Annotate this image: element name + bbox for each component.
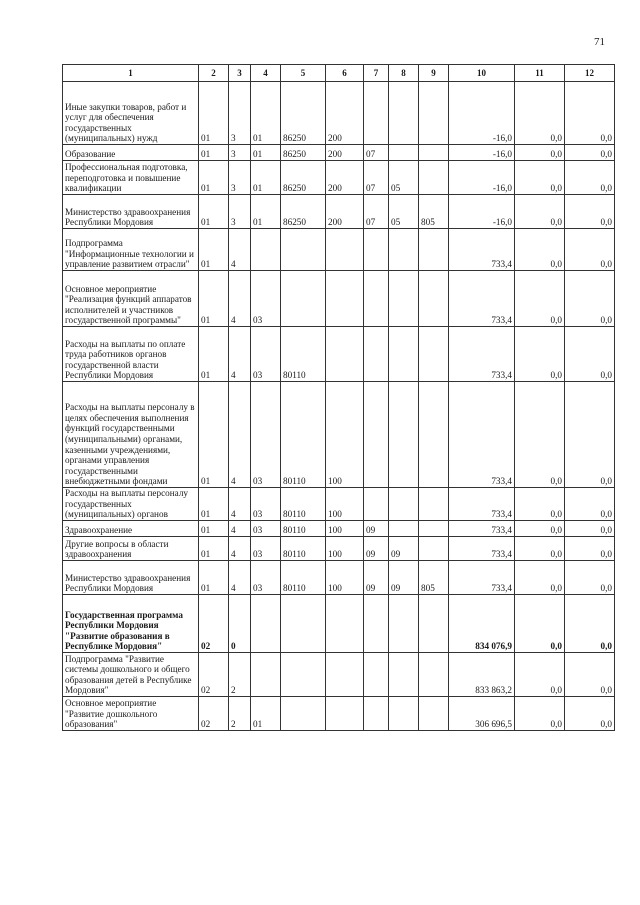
amount-cell: 0,0 [515,327,565,382]
code-cell: 07 [364,195,389,229]
code-cell: 01 [199,537,229,561]
expense-name-cell: Подпрограмма "Информационные технологии и управление развитием отрасли" [63,229,199,271]
code-cell: 01 [199,271,229,327]
amount-cell: 0,0 [565,561,615,595]
table-body [63,82,615,731]
amount-cell: -16,0 [449,145,515,161]
amount-cell: 0,0 [515,561,565,595]
amount-cell: 0,0 [565,327,615,382]
code-cell [419,82,449,145]
code-cell: 3 [229,82,251,145]
code-cell: 05 [389,195,419,229]
expense-name-cell: Расходы на выплаты персоналу государственных (муниципальных) органов [63,488,199,521]
code-cell: 100 [326,537,364,561]
code-cell [364,382,389,488]
code-cell: 09 [389,537,419,561]
amount-cell: -16,0 [449,161,515,195]
amount-cell: 833 863,2 [449,653,515,697]
amount-cell: 733,4 [449,537,515,561]
code-cell [326,229,364,271]
code-cell: 4 [229,229,251,271]
code-cell [419,229,449,271]
amount-cell: 834 076,9 [449,595,515,653]
amount-cell: 733,4 [449,229,515,271]
amount-cell: -16,0 [449,195,515,229]
code-cell: 200 [326,145,364,161]
code-cell [364,82,389,145]
code-cell: 805 [419,561,449,595]
amount-cell: 306 696,5 [449,697,515,731]
code-cell [419,271,449,327]
code-cell: 03 [251,561,281,595]
amount-cell: 0,0 [565,653,615,697]
code-cell: 07 [364,161,389,195]
code-cell: 0 [229,595,251,653]
code-cell: 03 [251,327,281,382]
code-cell [326,327,364,382]
code-cell [251,229,281,271]
expense-name-cell: Министерство здравоохранения Республики Мордовия [63,561,199,595]
amount-cell: 0,0 [515,229,565,271]
header-row [63,65,615,82]
code-cell [419,653,449,697]
amount-cell: 0,0 [515,145,565,161]
column-header: 8 [389,65,419,82]
expense-name-cell: Государственная программа Республики Мордовия "Развитие образования в Республике Мордовия" [63,595,199,653]
table-row [63,327,615,382]
page-number: 71 [594,36,605,48]
code-cell: 01 [199,229,229,271]
code-cell [326,595,364,653]
code-cell [251,595,281,653]
code-cell: 3 [229,145,251,161]
code-cell: 100 [326,382,364,488]
code-cell [364,653,389,697]
amount-cell: 0,0 [565,697,615,731]
code-cell: 4 [229,537,251,561]
expense-name-cell: Основное мероприятие "Развитие дошкольного образования" [63,697,199,731]
code-cell [364,697,389,731]
amount-cell: 0,0 [565,195,615,229]
table-row [63,697,615,731]
code-cell [419,145,449,161]
code-cell: 100 [326,521,364,537]
code-cell: 09 [364,521,389,537]
amount-cell: 0,0 [565,82,615,145]
code-cell: 86250 [281,195,326,229]
amount-cell: 0,0 [515,161,565,195]
amount-cell: 0,0 [515,537,565,561]
table-row [63,382,615,488]
code-cell: 4 [229,561,251,595]
code-cell [364,327,389,382]
table-row [63,653,615,697]
code-cell: 4 [229,521,251,537]
code-cell: 09 [389,561,419,595]
code-cell: 01 [199,488,229,521]
amount-cell: 0,0 [515,653,565,697]
code-cell [326,697,364,731]
amount-cell: 733,4 [449,488,515,521]
code-cell [389,595,419,653]
code-cell [389,327,419,382]
amount-cell: 0,0 [515,697,565,731]
code-cell [326,271,364,327]
budget-table [62,64,615,731]
code-cell: 01 [199,327,229,382]
amount-cell: 0,0 [565,145,615,161]
expense-name-cell: Расходы на выплаты по оплате труда работников органов государственной власти Республики Мордовия [63,327,199,382]
code-cell: 4 [229,382,251,488]
code-cell [281,653,326,697]
expense-name-cell: Министерство здравоохранения Республики Мордовия [63,195,199,229]
amount-cell: 733,4 [449,327,515,382]
code-cell [389,653,419,697]
code-cell: 805 [419,195,449,229]
code-cell: 03 [251,382,281,488]
code-cell [389,521,419,537]
code-cell [364,488,389,521]
code-cell: 80110 [281,327,326,382]
expense-name-cell: Образование [63,145,199,161]
code-cell: 01 [199,82,229,145]
code-cell: 01 [251,161,281,195]
code-cell [419,488,449,521]
table-row [63,229,615,271]
code-cell: 4 [229,271,251,327]
column-header: 5 [281,65,326,82]
code-cell: 03 [251,537,281,561]
code-cell: 01 [251,145,281,161]
column-header: 1 [63,65,199,82]
code-cell: 100 [326,488,364,521]
amount-cell: 733,4 [449,382,515,488]
code-cell: 01 [199,161,229,195]
code-cell: 01 [199,382,229,488]
code-cell [419,697,449,731]
amount-cell: 0,0 [515,382,565,488]
code-cell: 01 [251,82,281,145]
amount-cell: 0,0 [565,488,615,521]
code-cell: 01 [199,521,229,537]
amount-cell: 733,4 [449,521,515,537]
expense-name-cell: Подпрограмма "Развитие системы дошкольного и общего образования детей в Республике Мордовия" [63,653,199,697]
code-cell: 03 [251,271,281,327]
code-cell [326,653,364,697]
code-cell: 01 [199,561,229,595]
expense-name-cell: Другие вопросы в области здравоохранения [63,537,199,561]
table-row [63,595,615,653]
code-cell [419,382,449,488]
table-row [63,161,615,195]
code-cell: 80110 [281,537,326,561]
code-cell: 80110 [281,488,326,521]
amount-cell: 733,4 [449,561,515,595]
table-row [63,537,615,561]
code-cell: 100 [326,561,364,595]
table-row [63,488,615,521]
amount-cell: 0,0 [565,382,615,488]
code-cell [364,595,389,653]
code-cell [281,271,326,327]
amount-cell: 0,0 [515,488,565,521]
column-header: 2 [199,65,229,82]
code-cell [389,82,419,145]
code-cell: 05 [389,161,419,195]
expense-name-cell: Иные закупки товаров, работ и услуг для обеспечения государственных (муниципальных) нужд [63,82,199,145]
code-cell: 09 [364,537,389,561]
column-header: 3 [229,65,251,82]
code-cell: 01 [251,697,281,731]
code-cell: 80110 [281,521,326,537]
code-cell: 2 [229,653,251,697]
code-cell: 02 [199,653,229,697]
table-row [63,521,615,537]
code-cell: 86250 [281,145,326,161]
amount-cell: 733,4 [449,271,515,327]
amount-cell: 0,0 [515,195,565,229]
code-cell: 80110 [281,561,326,595]
code-cell [389,382,419,488]
amount-cell: 0,0 [565,595,615,653]
column-header: 9 [419,65,449,82]
code-cell [389,697,419,731]
code-cell: 200 [326,195,364,229]
code-cell [251,653,281,697]
code-cell [419,537,449,561]
code-cell: 4 [229,327,251,382]
column-header: 7 [364,65,389,82]
table-row [63,271,615,327]
amount-cell: 0,0 [565,161,615,195]
code-cell [389,271,419,327]
code-cell: 86250 [281,82,326,145]
column-header: 6 [326,65,364,82]
table-row [63,195,615,229]
code-cell: 3 [229,195,251,229]
code-cell [364,229,389,271]
code-cell: 03 [251,488,281,521]
expense-name-cell: Расходы на выплаты персоналу в целях обеспечения выполнения функций государственными (муниципальными) органами, казенными учреждениями, органами управления государственными внебюджетными фондами [63,382,199,488]
expense-name-cell: Профессиональная подготовка, переподготовка и повышение квалификации [63,161,199,195]
code-cell: 02 [199,595,229,653]
code-cell [281,229,326,271]
code-cell [281,595,326,653]
amount-cell: 0,0 [515,82,565,145]
column-header: 12 [565,65,615,82]
code-cell: 03 [251,521,281,537]
code-cell: 4 [229,488,251,521]
column-header: 4 [251,65,281,82]
code-cell [389,488,419,521]
expense-name-cell: Здравоохранение [63,521,199,537]
code-cell [364,271,389,327]
code-cell: 3 [229,161,251,195]
amount-cell: 0,0 [565,537,615,561]
code-cell: 200 [326,161,364,195]
code-cell [389,145,419,161]
table-row [63,82,615,145]
amount-cell: -16,0 [449,82,515,145]
column-header: 10 [449,65,515,82]
code-cell [419,161,449,195]
code-cell: 86250 [281,161,326,195]
table-row [63,561,615,595]
code-cell: 07 [364,145,389,161]
code-cell: 01 [251,195,281,229]
code-cell: 09 [364,561,389,595]
expense-name-cell: Основное мероприятие "Реализация функций аппаратов исполнителей и участников государственной программы" [63,271,199,327]
code-cell [281,697,326,731]
code-cell: 02 [199,697,229,731]
column-header: 11 [515,65,565,82]
amount-cell: 0,0 [515,595,565,653]
code-cell [389,229,419,271]
code-cell [419,595,449,653]
amount-cell: 0,0 [565,229,615,271]
code-cell: 2 [229,697,251,731]
code-cell: 80110 [281,382,326,488]
amount-cell: 0,0 [565,271,615,327]
code-cell [419,521,449,537]
amount-cell: 0,0 [515,521,565,537]
code-cell [419,327,449,382]
code-cell: 01 [199,195,229,229]
amount-cell: 0,0 [565,521,615,537]
code-cell: 01 [199,145,229,161]
table-row [63,145,615,161]
code-cell: 200 [326,82,364,145]
amount-cell: 0,0 [515,271,565,327]
